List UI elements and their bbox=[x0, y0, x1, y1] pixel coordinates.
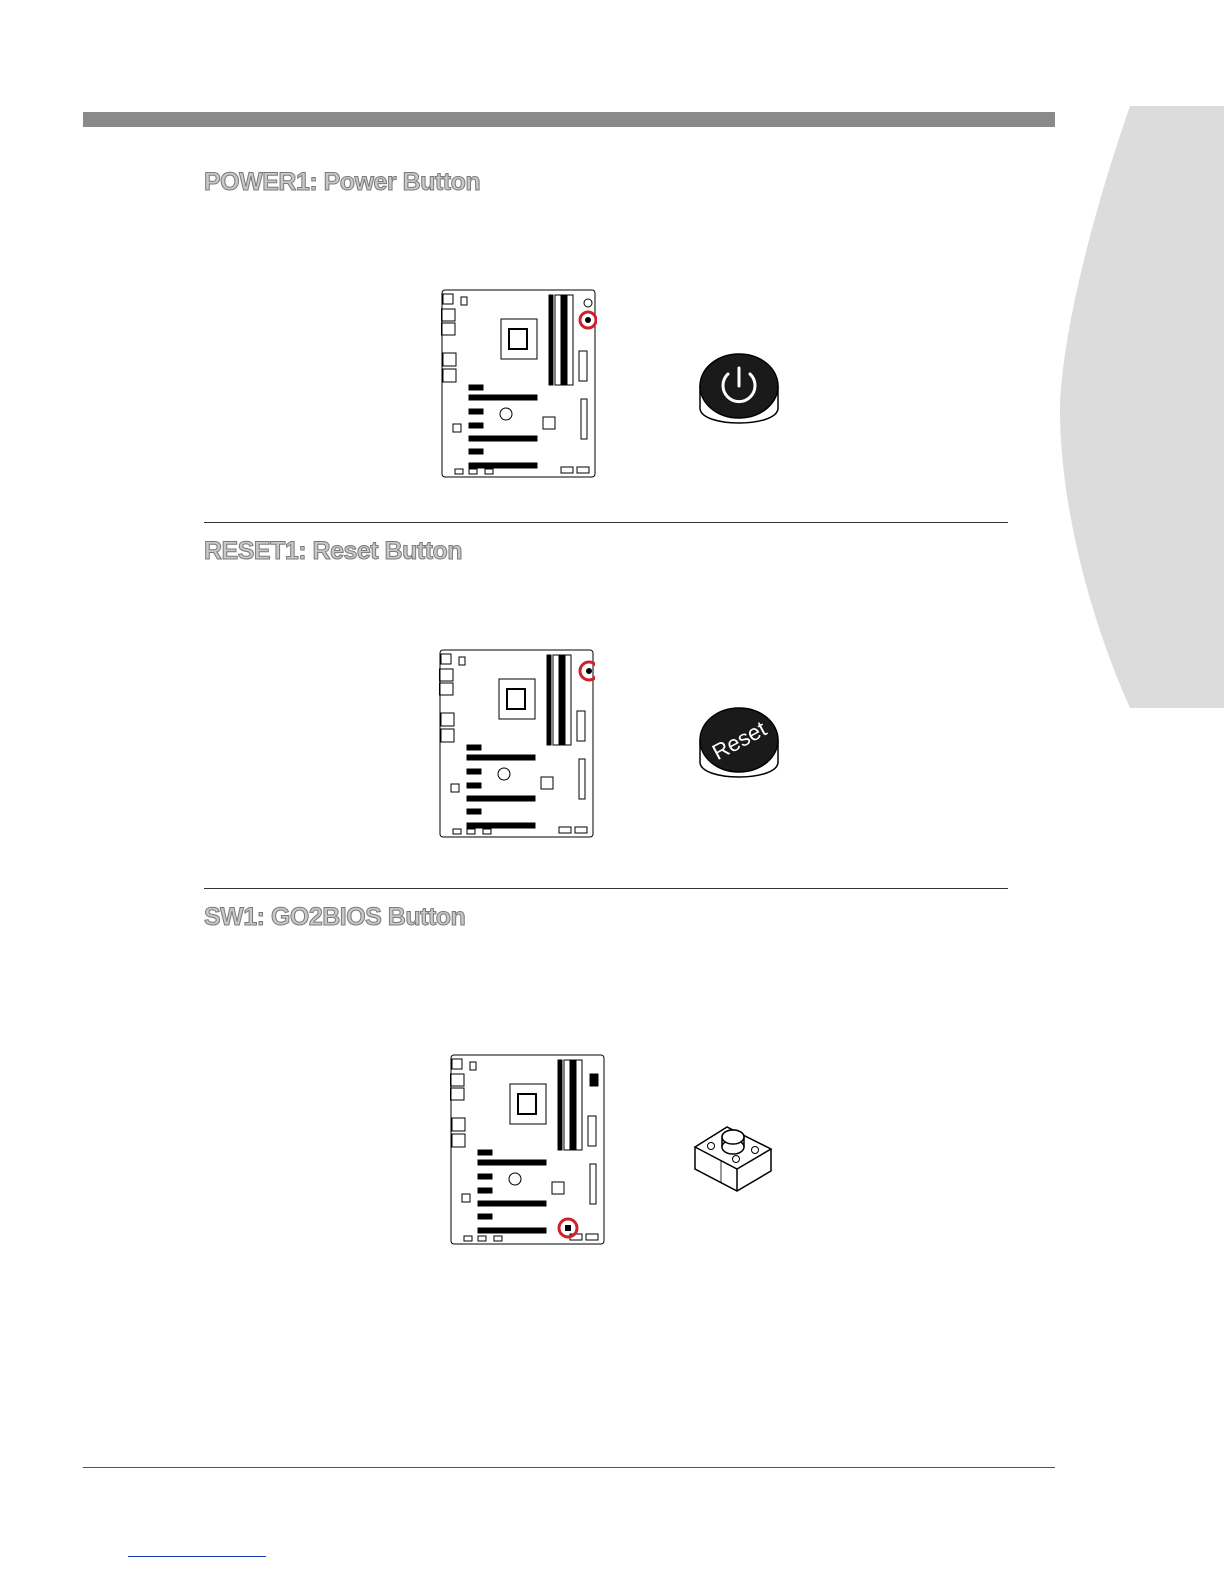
go2bios-switch-illustration bbox=[691, 1113, 775, 1193]
chapter-side-tab bbox=[1060, 100, 1224, 712]
motherboard-outline bbox=[450, 1055, 604, 1244]
footer-divider bbox=[83, 1467, 1055, 1468]
power-button-illustration bbox=[697, 346, 781, 430]
header-bar bbox=[83, 112, 1055, 127]
reset-label: Reset bbox=[707, 715, 771, 765]
section-title-power1: POWER1: Power Button bbox=[204, 168, 481, 196]
section-title-sw1: SW1: GO2BIOS Button bbox=[204, 903, 466, 931]
motherboard-diagram-reset1 bbox=[439, 649, 595, 839]
button-location-marker bbox=[565, 1225, 571, 1231]
motherboard-diagram-power1 bbox=[441, 289, 597, 479]
button-location-marker bbox=[585, 317, 591, 323]
motherboard-outline bbox=[441, 290, 595, 477]
section-title-reset1: RESET1: Reset Button bbox=[204, 537, 463, 565]
section-divider bbox=[204, 888, 1008, 889]
motherboard-outline bbox=[439, 650, 593, 837]
button-location-marker bbox=[586, 668, 592, 674]
motherboard-diagram-sw1 bbox=[450, 1054, 606, 1246]
section-divider bbox=[204, 522, 1008, 523]
reset-button-illustration bbox=[697, 700, 781, 784]
footer-link-underline[interactable] bbox=[128, 1556, 266, 1557]
